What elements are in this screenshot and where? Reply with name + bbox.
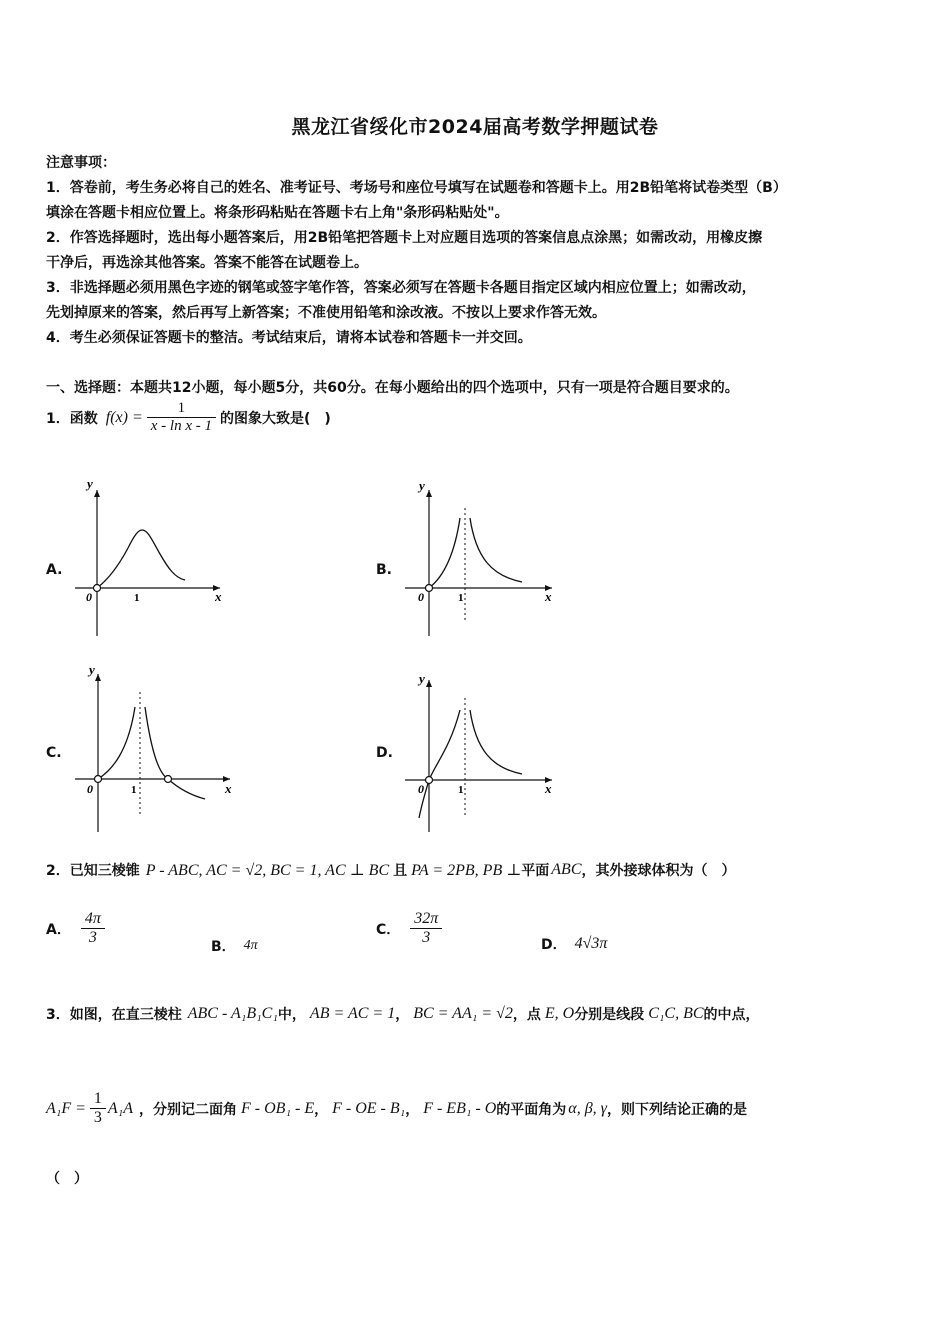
q2-option-a-label: A． bbox=[46, 921, 71, 938]
q3-answer-blank: （ ） bbox=[46, 1171, 88, 1187]
notice-line: 3．非选择题必须用黑色字迹的钢笔或签字笔作答，答案必须写在答题卡各题目指定区域内相应位置上；如需改动， bbox=[46, 280, 756, 296]
q1-option-c-label: C. bbox=[46, 745, 62, 761]
curve bbox=[97, 530, 185, 588]
frac-den: 3 bbox=[88, 929, 97, 946]
q1-graph-c bbox=[70, 662, 240, 834]
frac-num: 32π bbox=[410, 910, 442, 929]
y-axis-arrow bbox=[426, 490, 432, 497]
q2-option-a bbox=[46, 910, 105, 947]
curve-left bbox=[429, 518, 460, 588]
notice-line: 4．考生必须保证答题卡的整洁。考试结束后，请将本试卷和答题卡一并交回。 bbox=[46, 330, 532, 346]
q2-option-a-frac bbox=[81, 910, 105, 947]
q2-option-d-label: D． bbox=[541, 937, 567, 953]
q3-text: 中， bbox=[277, 1007, 306, 1023]
q3-angle-3: F - EB₁ - O bbox=[423, 1099, 497, 1117]
y-label: y bbox=[89, 662, 95, 677]
q2-option-c-frac bbox=[410, 910, 442, 947]
curve-right bbox=[470, 710, 522, 774]
open-point bbox=[426, 585, 433, 592]
frac-den: 3 bbox=[422, 929, 431, 946]
question-1 bbox=[46, 400, 331, 435]
notice-line: 先划掉原来的答案，然后再写上新答案；不准使用铅笔和涂改液。不按以上要求作答无效。 bbox=[46, 305, 606, 321]
q1-fraction bbox=[147, 400, 216, 435]
notice-line: 1．答卷前，考生务必将自己的姓名、准考证号、考场号和座位号填写在试题卷和答题卡上。用2B铅笔将试卷类型（B） bbox=[46, 180, 787, 196]
open-point bbox=[95, 776, 102, 783]
origin-label: 0 bbox=[418, 590, 424, 604]
section-heading: 一、选择题：本题共12小题，每小题5分，共60分。在每小题给出的四个选项中，只有一项是符合题目要求的。 bbox=[46, 380, 739, 396]
q3-math-5: C₁C, BC bbox=[648, 1005, 704, 1022]
open-point bbox=[165, 776, 172, 783]
q3-math-1: ABC - A₁B₁C₁ bbox=[187, 1005, 278, 1022]
q2-option-d bbox=[541, 934, 607, 954]
q3-math-2: AB = AC = 1 bbox=[309, 1005, 396, 1022]
question-3-line-2 bbox=[46, 1090, 747, 1127]
page-title: 黑龙江省绥化市2024届高考数学押题试卷 bbox=[291, 116, 659, 138]
frac-num: 1 bbox=[90, 1090, 106, 1109]
open-point bbox=[426, 777, 433, 784]
q3-vec-frac bbox=[90, 1090, 106, 1127]
q2-option-c-label: C． bbox=[376, 921, 401, 938]
q2-option-d-value: 4√3π bbox=[574, 935, 608, 952]
notice-line: 2．作答选择题时，选出每小题答案后，用2B铅笔把答题卡上对应题目选项的答案信息点涂黑；如需改动，用橡皮擦 bbox=[46, 230, 763, 246]
notice-line: 填涂在答题卡相应位置上。将条形码粘贴在答题卡右上角"条形码粘贴处"。 bbox=[46, 205, 509, 221]
q2-option-b-label: B． bbox=[211, 939, 236, 955]
q1-func-lhs: f(x) = bbox=[105, 408, 143, 426]
q2-prefix: 2．已知三棱锥 bbox=[46, 863, 140, 879]
q3-text: ， bbox=[395, 1007, 410, 1023]
tick-label: 1 bbox=[458, 784, 464, 796]
q1-option-a-label: A. bbox=[46, 562, 63, 578]
frac-num: 4π bbox=[81, 910, 105, 929]
question-2 bbox=[46, 860, 735, 880]
x-label: x bbox=[225, 781, 232, 796]
notice-line: 干净后，再选涂其他答案。答案不能答在试题卷上。 bbox=[46, 255, 368, 271]
q3-text: ，则下列结论正确的是 bbox=[606, 1101, 747, 1118]
curve-left bbox=[98, 707, 135, 779]
q1-prefix: 1．函数 bbox=[46, 410, 98, 427]
q1-option-d-label: D. bbox=[376, 745, 393, 761]
q1-graph-d bbox=[402, 668, 562, 834]
q2-mid-2: 平面 bbox=[521, 863, 550, 879]
frac-den: 3 bbox=[93, 1109, 102, 1126]
q3-vec-rhs: A₁A bbox=[107, 1099, 134, 1117]
q2-math-2: PA = 2PB, PB ⊥ bbox=[411, 862, 522, 879]
q1-frac-num: 1 bbox=[147, 400, 216, 418]
tick-label: 1 bbox=[458, 592, 464, 604]
origin-label: 0 bbox=[418, 782, 424, 796]
y-label: y bbox=[419, 671, 425, 686]
q3-text: ，分别记二面角 bbox=[139, 1101, 238, 1118]
tick-label: 1 bbox=[131, 784, 137, 796]
q3-angles: α, β, γ bbox=[568, 1099, 607, 1117]
q2-option-b bbox=[211, 936, 258, 956]
q1-frac-den: x - ln x - 1 bbox=[150, 418, 212, 434]
x-label: x bbox=[215, 589, 222, 604]
q3-text: 的平面角为 bbox=[496, 1101, 567, 1118]
q3-vec-lhs: A₁F = bbox=[46, 1099, 86, 1117]
q1-graph-a bbox=[70, 478, 230, 640]
q2-option-b-value: 4π bbox=[243, 938, 258, 953]
q3-prefix: 3．如图，在直三棱柱 bbox=[46, 1007, 182, 1023]
question-3-line-1 bbox=[46, 1004, 760, 1024]
q2-math-3: ABC bbox=[551, 861, 582, 878]
curve-right bbox=[145, 707, 205, 799]
q3-text: 分别是线段 bbox=[574, 1007, 645, 1023]
q2-option-c bbox=[376, 910, 442, 947]
q3-text: ， bbox=[314, 1101, 329, 1118]
y-axis-arrow bbox=[426, 680, 432, 687]
y-axis-arrow bbox=[95, 674, 101, 681]
curve-left bbox=[419, 710, 460, 818]
x-label: x bbox=[545, 781, 552, 796]
q3-angle-2: F - OE - B₁ bbox=[332, 1099, 406, 1117]
y-axis-arrow bbox=[94, 490, 100, 497]
q3-text: ， bbox=[405, 1101, 420, 1118]
q2-suffix: ，其外接球体积为（ ） bbox=[581, 863, 736, 879]
x-label: x bbox=[545, 589, 552, 604]
q3-angle-1: F - OB₁ - E bbox=[241, 1099, 315, 1117]
q3-text: ，点 bbox=[512, 1007, 541, 1023]
y-label: y bbox=[419, 478, 425, 493]
q2-math-1: P - ABC, AC = √2, BC = 1, AC ⊥ BC bbox=[145, 862, 390, 879]
y-label: y bbox=[87, 478, 93, 491]
q1-graph-b bbox=[402, 478, 562, 640]
tick-label: 1 bbox=[134, 592, 140, 604]
q2-mid: 且 bbox=[393, 863, 408, 879]
curve-right bbox=[470, 518, 522, 582]
open-point bbox=[94, 585, 101, 592]
origin-label: 0 bbox=[87, 782, 93, 796]
origin-label: 0 bbox=[86, 590, 92, 604]
q1-suffix: 的图象大致是( ) bbox=[219, 410, 331, 427]
q3-math-4: E, O bbox=[544, 1005, 575, 1022]
q3-text: 的中点， bbox=[703, 1007, 760, 1023]
q3-math-3: BC = AA₁ = √2 bbox=[413, 1005, 513, 1022]
q1-option-b-label: B. bbox=[376, 562, 392, 578]
notice-heading: 注意事项： bbox=[46, 155, 116, 171]
